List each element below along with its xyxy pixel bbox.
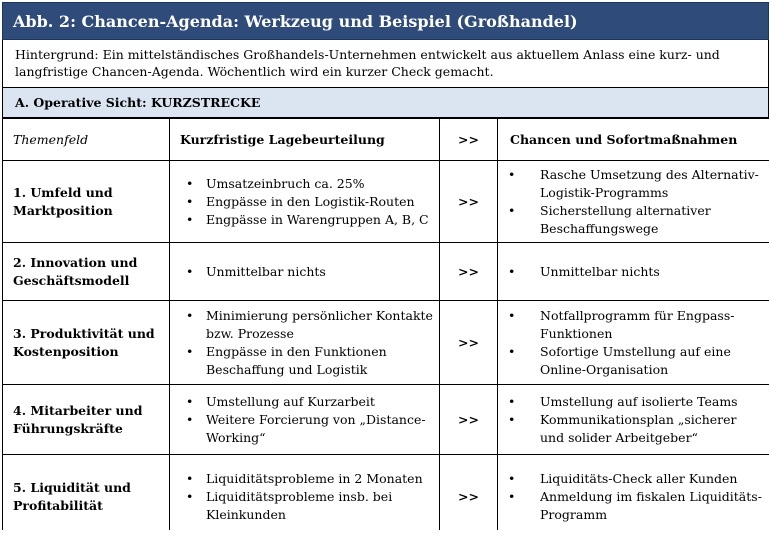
- measures-cell: [498, 301, 770, 385]
- list-item: • Weitere Forcierung von „Distance-Working“: [170, 411, 433, 447]
- figure-title: Abb. 2: Chancen-Agenda: Werkzeug und Beispiel (Großhandel): [2, 2, 769, 40]
- arrow-cell: >>: [440, 161, 498, 243]
- topic-line: Geschäftsmodell: [13, 272, 130, 288]
- topic-line: 5. Liquidität und: [13, 479, 131, 495]
- list-item: • Sofortige Umstellung auf eine Online-Organisation: [498, 343, 763, 379]
- header-chances: Chancen und Sofortmaßnahmen: [498, 119, 770, 161]
- topic-line: Führungskräfte: [13, 420, 123, 436]
- table-header-row: [3, 119, 770, 161]
- table-row: [3, 243, 770, 301]
- background-text: [2, 40, 769, 87]
- list-item: • Engpässe in den Logistik-Routen: [170, 193, 433, 211]
- list-item: • Umstellung auf Kurzarbeit: [170, 393, 433, 411]
- measures-cell: [498, 455, 770, 531]
- arrow-cell: >>: [440, 301, 498, 385]
- measures-cell: [498, 385, 770, 455]
- topic-cell: [3, 385, 170, 455]
- topic-line: 4. Mitarbeiter und: [13, 402, 143, 418]
- topic-line: 1. Umfeld und: [13, 184, 113, 200]
- list-item: • Engpässe in den Funktionen Beschaffung und Logistik: [170, 343, 433, 379]
- measures-cell: [498, 161, 770, 243]
- measures-cell: [498, 243, 770, 301]
- assessment-cell: [170, 243, 440, 301]
- topic-line: 2. Innovation und: [13, 254, 138, 270]
- table-row: [3, 455, 770, 531]
- table-row: [3, 161, 770, 243]
- list-item: • Kommunikationsplan „sicherer und solider Arbeitgeber“: [498, 411, 763, 447]
- list-item: • Rasche Umsetzung des Alternativ-Logistik-Programms: [498, 166, 763, 202]
- list-item: • Unmittelbar nichts: [498, 263, 763, 281]
- topic-line: Marktposition: [13, 202, 113, 218]
- topic-cell: [3, 455, 170, 531]
- list-item: • Sicherstellung alternativer Beschaffungswege: [498, 202, 763, 238]
- assessment-cell: [170, 455, 440, 531]
- topic-cell: [3, 161, 170, 243]
- topic-cell: [3, 301, 170, 385]
- table-row: [3, 301, 770, 385]
- agenda-table: [2, 118, 769, 530]
- header-theme: Themenfeld: [3, 119, 170, 161]
- list-item: • Liquiditätsprobleme insb. bei Kleinkunden: [170, 488, 433, 524]
- topic-line: 3. Produktivität und: [13, 325, 155, 341]
- list-item: • Liquiditäts-Check aller Kunden: [498, 470, 763, 488]
- list-item: • Umsatzeinbruch ca. 25%: [170, 175, 433, 193]
- list-item: • Minimierung persönlicher Kontakte bzw. Prozesse: [170, 307, 433, 343]
- topic-cell: [3, 243, 170, 301]
- topic-line: Profitabilität: [13, 497, 103, 513]
- topic-line: Kostenposition: [13, 343, 119, 359]
- table-row: [3, 385, 770, 455]
- figure-frame: [2, 2, 769, 530]
- list-item: • Notfallprogramm für Engpass-Funktionen: [498, 307, 763, 343]
- background-line-1: Hintergrund: Ein mittelständisches Großhandels-Unternehmen entwickelt aus aktuellem Anlass eine kurz- und: [15, 47, 720, 62]
- assessment-cell: [170, 161, 440, 243]
- list-item: • Unmittelbar nichts: [170, 263, 433, 281]
- list-item: • Umstellung auf isolierte Teams: [498, 393, 763, 411]
- arrow-cell: >>: [440, 243, 498, 301]
- assessment-cell: [170, 385, 440, 455]
- list-item: • Liquiditätsprobleme in 2 Monaten: [170, 470, 433, 488]
- arrow-cell: >>: [440, 455, 498, 531]
- section-label: A. Operative Sicht: KURZSTRECKE: [2, 87, 769, 118]
- background-line-2: langfristige Chancen-Agenda. Wöchentlich wird ein kurzer Check gemacht.: [15, 64, 494, 79]
- list-item: • Anmeldung im fiskalen Liquiditäts-Programm: [498, 488, 763, 524]
- assessment-cell: [170, 301, 440, 385]
- arrow-cell: >>: [440, 385, 498, 455]
- header-short-term: Kurzfristige Lagebeurteilung: [170, 119, 440, 161]
- list-item: • Engpässe in Warengruppen A, B, C: [170, 211, 433, 229]
- header-arrow: >>: [440, 119, 498, 161]
